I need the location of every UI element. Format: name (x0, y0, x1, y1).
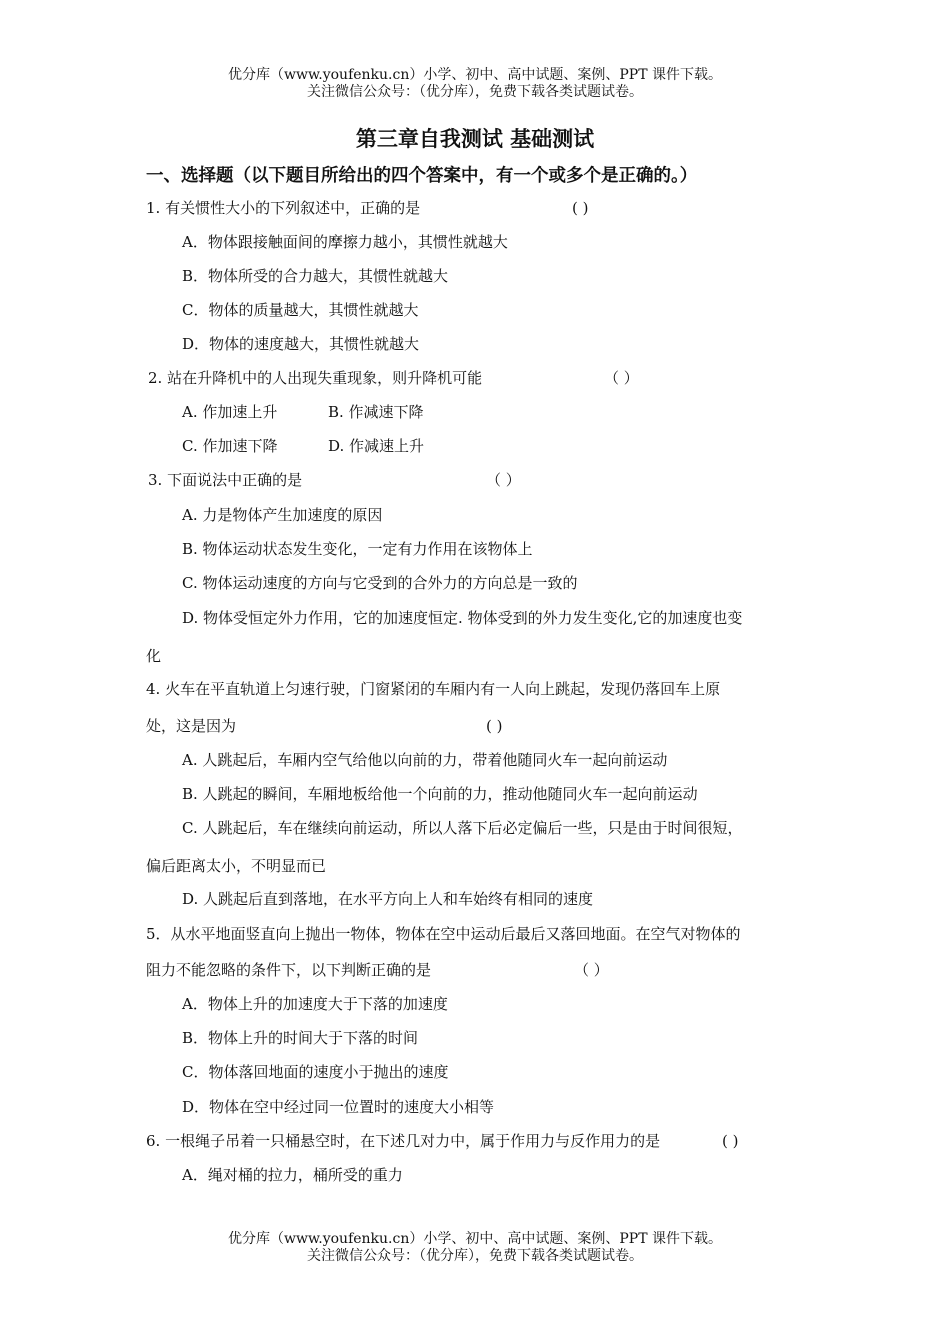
question-5-stem: 5．从水平地面竖直向上抛出一物体，物体在空中运动后最后又落回地面。在空气对物体的 (146, 925, 741, 943)
question-3-option-a: A. 力是物体产生加速度的原因 (182, 506, 383, 524)
page-header (0, 67, 950, 101)
question-5-blank: （ ） (574, 961, 609, 979)
question-2-option-a: A. 作加速上升 (182, 403, 278, 421)
question-2-option-c: C. 作加速下降 (182, 437, 278, 455)
question-3-stem: 3. 下面说法中正确的是 (148, 471, 303, 489)
question-4-stem: 4. 火车在平直轨道上匀速行驶，门窗紧闭的车厢内有一人向上跳起，发现仍落回车上原 (146, 680, 721, 698)
question-4-option-c: C. 人跳起后，车在继续向前运动，所以人落下后必定偏后一些，只是由于时间很短， (182, 819, 743, 837)
question-5-option-c: C．物体落回地面的速度小于抛出的速度 (182, 1063, 449, 1081)
page-title: 第三章自我测试 基础测试 (355, 127, 595, 151)
question-2-option-b: B. 作减速下降 (328, 403, 424, 421)
question-3-blank: （ ） (486, 471, 521, 489)
question-1-option-c: C．物体的质量越大，其惯性就越大 (182, 301, 419, 319)
footer-line-2: 关注微信公众号：（优分库），免费下载各类试题试卷。 (307, 1248, 643, 1264)
question-1-option-d: D．物体的速度越大，其惯性就越大 (182, 335, 420, 353)
question-3-option-c: C. 物体运动速度的方向与它受到的合外力的方向总是一致的 (182, 574, 578, 592)
question-6-stem: 6. 一根绳子吊着一只桶悬空时，在下述几对力中，属于作用力与反作用力的是 (146, 1132, 661, 1150)
page-footer (0, 1231, 950, 1265)
question-4-option-a: A. 人跳起后，车厢内空气给他以向前的力，带着他随同火车一起向前运动 (182, 751, 668, 769)
section-title: 一、选择题（以下题目所给出的四个答案中，有一个或多个是正确的。） (146, 166, 698, 186)
question-1-option-b: B．物体所受的合力越大，其惯性就越大 (182, 267, 449, 285)
question-4-option-b: B. 人跳起的瞬间，车厢地板给他一个向前的力，推动他随同火车一起向前运动 (182, 785, 698, 803)
question-5-stem-cont: 阻力不能忽略的条件下，以下判断正确的是 (146, 961, 432, 979)
question-4-stem-cont: 处，这是因为 (146, 717, 237, 735)
question-3-option-b: B. 物体运动状态发生变化，一定有力作用在该物体上 (182, 540, 533, 558)
footer-line-1: 优分库（www.youfenku.cn）小学、初中、高中试题、案例、PPT 课件下载。 (227, 1231, 722, 1247)
question-1-stem: 1. 有关惯性大小的下列叙述中，正确的是 (146, 199, 421, 217)
question-3-option-d-cont: 化 (146, 647, 162, 665)
header-line-1: 优分库（www.youfenku.cn）小学、初中、高中试题、案例、PPT 课件下载。 (227, 67, 722, 83)
question-2-option-d: D. 作减速上升 (328, 437, 425, 455)
question-6-option-a: A．绳对桶的拉力，桶所受的重力 (182, 1166, 403, 1184)
question-2-blank: （ ） (604, 369, 639, 387)
question-6-blank: ( ) (722, 1132, 739, 1150)
question-1-option-a: A．物体跟接触面间的摩擦力越小，其惯性就越大 (182, 233, 508, 251)
question-4-option-c-cont: 偏后距离太小，不明显而已 (146, 857, 327, 875)
question-2-stem: 2. 站在升降机中的人出现失重现象，则升降机可能 (148, 369, 483, 387)
question-4-blank: ( ) (486, 717, 503, 735)
question-5-option-b: B．物体上升的时间大于下落的时间 (182, 1029, 419, 1047)
question-5-option-d: D．物体在空中经过同一位置时的速度大小相等 (182, 1098, 495, 1116)
question-3-option-d: D. 物体受恒定外力作用，它的加速度恒定. 物体受到的外力发生变化,它的加速度也变 (182, 609, 743, 627)
header-line-2: 关注微信公众号：（优分库），免费下载各类试题试卷。 (307, 84, 643, 100)
question-1-blank: ( ) (572, 199, 589, 217)
question-5-option-a: A．物体上升的加速度大于下落的加速度 (182, 995, 448, 1013)
question-4-option-d: D. 人跳起后直到落地，在水平方向上人和车始终有相同的速度 (182, 890, 594, 908)
